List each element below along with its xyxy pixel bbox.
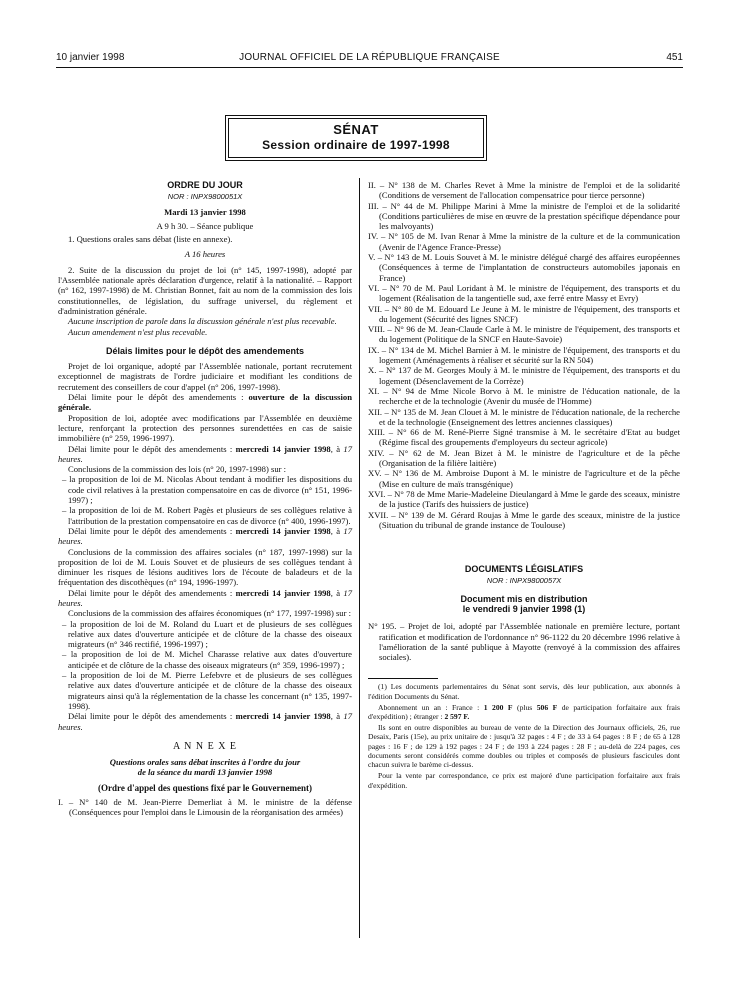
documents-heading: DOCUMENTS LÉGISLATIFS [464, 564, 584, 575]
question-item: XIV. – N° 62 de M. Jean Bizet à M. le ministre de l'agriculture et de la pêche (Organisation de la filière laitière) [368, 447, 680, 469]
footnote-4: Pour la vente par correspondance, ce prix est majoré d'une participation forfaitaire aux frais d'expédition. [368, 771, 680, 790]
page-number: 451 [666, 52, 683, 63]
delais-d4: – la proposition de loi de M. Michel Charasse relative aux dates d'ouverture anticipée et de clôture de la chasse des oiseaux migrateurs (n° 359, 1996-1997) ; [62, 649, 352, 670]
documents-sub1: Document mis en distribution [460, 593, 588, 604]
question-item: V. – N° 143 de M. Louis Souvet à M. le ministre délégué chargé des affaires européennes (Conséquences à terme de l'implantation de constructeurs automobiles japonais en France) [368, 252, 680, 283]
delais-p7: Conclusions de la commission des affaires sociales (n° 187, 1997-1998) sur la proposition de loi de M. Louis Souvet et de plusieurs de ses collègues tendant à diminuer les risques de lésions auditives lors de l'écoute de baladeurs et de la fréquentation des discothèques (n° 194, 1996-1997). [58, 546, 352, 588]
footnote-3: Ils sont en outre disponibles au bureau de vente de la Direction des Journaux officiels, 26, rue Desaix, Paris (15e), au prix unitaire de : jusqu'à 32 pages : 4 F ; de 33 à 64 pages : 8 F ; de 65 à 128 pages : 16 F ; de 129 à 192 pages : 24 F ; de 193 à 224 pages : 28 F ; au-delà de 224 pages, ces documents seront considérés comme doubles ou triples et composés de plusieurs fascicules dont chacun suivra le barème ci-dessus. [368, 723, 680, 770]
delais-p10: Délai limite pour le dépôt des amendements : mercredi 14 janvier 1998, à 17 heures. [58, 711, 352, 732]
documents-nor: NOR : INPX9800057X [486, 576, 562, 586]
header-date: 10 janvier 1998 [56, 52, 125, 63]
delais-p5: Conclusions de la commission des lois (n° 20, 1997-1998) sur : [68, 464, 287, 475]
delais-p4: Délai limite pour le dépôt des amendements : mercredi 14 janvier 1998, à 17 heures. [58, 443, 352, 464]
delais-d2: – la proposition de loi de M. Robert Pagès et plusieurs de ses collègues relative à l'attribution de la prestation compensatoire en cas de divorce (n° 400, 1996-1997). [62, 505, 352, 526]
column-divider [359, 178, 360, 938]
question-item: XVII. – N° 139 de M. Gérard Roujas à Mme le garde des sceaux, ministre de la justice (Situation du tribunal de grande instance de Toulouse) [368, 509, 680, 530]
page-header [56, 52, 683, 66]
question-1: I. – N° 140 de M. Jean-Pierre Demerliat à M. le ministre de la défense (Conséquences pour l'emploi dans le Limousin de la réorganisation des armées) [58, 797, 352, 818]
ordre-date: Mardi 13 janvier 1998 [164, 206, 246, 217]
question-item: VII. – N° 80 de M. Edouard Le Jeune à M. le ministre de l'équipement, des transports et du logement (Sécurité des lignes SNCF) [368, 303, 680, 324]
footnote-2: Abonnement un an : France : 1 200 F (plus 506 F de participation forfaitaire aux frais d'expédition) ; étranger : 2 597 F. [368, 702, 680, 722]
annexe-ordre: (Ordre d'appel des questions fixé par le Gouvernement) [98, 782, 312, 793]
question-item: II. – N° 138 de M. Charles Revet à Mme la ministre de l'emploi et de la solidarité (Conditions de versement de l'allocation compensatrice pour tierce personne) [368, 180, 680, 201]
footnote-rule [368, 678, 438, 679]
ordre-note1: Aucune inscription de parole dans la discussion générale n'est plus recevable. [68, 316, 337, 327]
question-item: XIII. – N° 66 de M. René-Pierre Signé transmise à M. le secrétaire d'Etat au budget (Régime fiscal des groupements d'employeurs du secteur agricole) [368, 427, 680, 448]
question-item: X. – N° 137 de M. Georges Mouly à M. le ministre de l'équipement, des transports et du logement (Désenclavement de la Corrèze) [368, 365, 680, 386]
ordre-a16: A 16 heures [184, 249, 226, 260]
delais-heading: Délais limites pour le dépôt des amendements [105, 345, 305, 356]
delais-d1: – la proposition de loi de M. Nicolas About tendant à modifier les dispositions du code civil relatives à la prestation compensatoire en cas de divorce (n° 151, 1996-1997) ; [62, 474, 352, 506]
annexe-heading: A N N E X E [172, 740, 238, 752]
delais-p3: Proposition de loi, adoptée avec modifications par l'Assemblée en deuxième lecture, renforçant la protection des personnes surendettées en cas de saisie immobilière (n° 259, 1996-1997). [58, 412, 352, 444]
footnote-1: (1) Les documents parlementaires du Sénat sont servis, dès leur publication, aux abonnés à l'édition Documents du Sénat. [368, 682, 680, 701]
question-item: XVI. – N° 78 de Mme Marie-Madeleine Dieulangard à Mme le garde des sceaux, ministre de la justice (Tarifs des huissiers de justice) [368, 488, 680, 510]
ordre-item2: 2. Suite de la discussion du projet de loi (n° 145, 1997-1998), adopté par l'Assemblée nationale après déclaration d'urgence, relatif à la nationalité. – Rapport (n° 162, 1997-1998) de M. Christian Bonnet, fait au nom de la commission des lois constitutionnelles, de législation, du suffrage universel, du règlement et d'administration générale. [58, 264, 352, 316]
header-rule [56, 67, 683, 68]
annexe-sub1: Questions orales sans débat inscrites à l'ordre du jour [109, 757, 301, 768]
documents-sub2: le vendredi 9 janvier 1998 (1) [462, 603, 586, 614]
ordre-heading: ORDRE DU JOUR [167, 180, 243, 190]
title-box [228, 118, 484, 158]
question-item: XII. – N° 135 de M. Jean Clouet à M. le ministre de l'éducation nationale, de la recherche et de la technologie (Enseignement des lettres anciennes classiques) [368, 406, 680, 427]
ordre-a9: A 9 h 30. – Séance publique [156, 220, 254, 231]
annexe-sub2: de la séance du mardi 13 janvier 1998 [137, 767, 273, 778]
delais-p1: Projet de loi organique, adopté par l'Assemblée nationale, portant recrutement exceptionnel de magistrats de l'ordre judiciaire et modifiant les conditions de recrutement des conseillers de cour d'appel (n° 206, 1997-1998). [58, 361, 352, 392]
delais-p6: Délai limite pour le dépôt des amendements : mercredi 14 janvier 1998, à 17 heures. [58, 525, 352, 547]
ordre-nor: NOR : INPX9800051X [167, 192, 243, 202]
title-session: Session ordinaire de 1997-1998 [262, 138, 450, 152]
question-item: IX. – N° 134 de M. Michel Barnier à M. le ministre de l'équipement, des transports et du logement (Aménagements à réaliser et sécurité sur la RN 504) [368, 344, 680, 366]
question-item: VI. – N° 70 de M. Paul Loridant à M. le ministre de l'équipement, des transports et du logement (Réalisation de la tangentielle sud, axe ferré entre Massy et Evry) [368, 282, 680, 304]
delais-d5: – la proposition de loi de M. Pierre Lefebvre et de plusieurs de ses collègues relative aux dates d'ouverture anticipée et de clôture de la chasse des oiseaux migrateurs ainsi qu'à la réglementation de la chasse les concernant (n° 135, 1997-1998). [62, 670, 352, 711]
right-column [368, 180, 680, 790]
question-list [368, 180, 680, 530]
title-senat: SÉNAT [333, 122, 379, 137]
delais-p2: Délai limite pour le dépôt des amendements : ouverture de la discussion générale. [58, 392, 352, 413]
journal-title: JOURNAL OFFICIEL DE LA RÉPUBLIQUE FRANÇAISE [239, 52, 500, 63]
question-item: XI. – N° 94 de Mme Nicole Borvo à M. le ministre de l'éducation nationale, de la recherche et de la technologie (Avenir du musée de l'Homme) [368, 385, 680, 407]
document-195: N° 195. – Projet de loi, adopté par l'Assemblée nationale en première lecture, portant ratification et modification de l'ordonnance n° 96-1122 du 20 décembre 1996 relative à l'amélioration de la santé publique à Mayotte (renvoyé à la commission des affaires sociales). [368, 621, 680, 663]
question-item: IV. – N° 105 de M. Ivan Renar à Mme la ministre de la culture et de la communication (Avenir de l'Agence France-Presse) [368, 231, 680, 252]
delais-p9: Conclusions de la commission des affaires économiques (n° 177, 1997-1998) sur : [68, 608, 352, 619]
question-item: XV. – N° 136 de M. Ambroise Dupont à M. le ministre de l'agriculture et de la pêche (Mise en culture de maïs transgénique) [368, 468, 680, 489]
left-column [58, 180, 352, 818]
delais-p8: Délai limite pour le dépôt des amendements : mercredi 14 janvier 1998, à 17 heures. [58, 587, 352, 608]
delais-d3: – la proposition de loi de M. Roland du Luart et de plusieurs de ses collègues relative aux dates d'ouverture anticipée et de clôture de la chasse des oiseaux migrateurs (n° 346 rectifié, 1996-1997) ; [62, 618, 352, 650]
ordre-item1: 1. Questions orales sans débat (liste en annexe). [68, 234, 233, 245]
question-item: III. – N° 44 de M. Philippe Marini à Mme la ministre de l'emploi et de la solidarité (Conditions particulières de mise en œuvre de la prestation spécifique dépendance pour les malvoyants) [368, 200, 680, 232]
question-item: VIII. – N° 96 de M. Jean-Claude Carle à M. le ministre de l'équipement, des transports et du logement (Politique de la SNCF en Haute-Savoie) [368, 324, 680, 345]
ordre-note2: Aucun amendement n'est plus recevable. [68, 326, 208, 337]
